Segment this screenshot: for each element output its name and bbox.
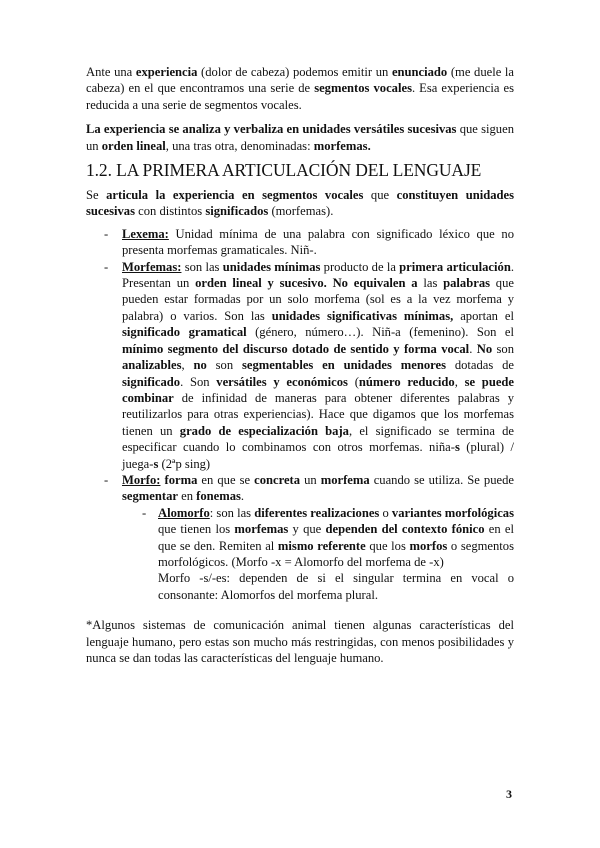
bold-text: s [454,440,460,455]
term-label: Morfo: [122,472,161,487]
bold-text: diferentes realizaciones [254,505,380,520]
bold-text: primera articulación [399,259,511,274]
text: . [469,341,477,356]
bold-text: mismo referente [277,538,366,553]
bold-text: significado [122,374,181,389]
text: , [181,358,194,373]
bold-text: variantes morfológicas [391,505,514,520]
bold-text: grado de especialización baja [179,423,349,438]
bold-text: morfemas [234,522,289,537]
text: . Presentan un [122,259,514,291]
bold-text: experiencia [135,65,198,79]
text: , una tras otra, denominadas: [165,138,314,153]
document-page [86,64,514,666]
bold-text: constituyen unidades sucesivas [86,188,515,219]
text: en el que se den. Remiten al [158,522,514,553]
text: (morfemas). [268,204,334,219]
bold-text: orden lineal [101,138,166,153]
list-item-morfo [86,472,514,603]
text: que pueden estar formadas por un solo morfema (sol es a la vez morfema y palabra) o varios. Son las [122,276,514,323]
bold-text: morfema [320,472,370,487]
text: las [417,276,444,291]
bold-text: segmentables en unidades menores [241,358,446,373]
text: son [492,341,514,356]
text: Se [86,188,107,203]
text: dotadas de [445,358,515,373]
text: , el significado se termina de especificar cuando lo combinamos con otros morfemas. niña- [122,423,515,455]
text: . Esa experiencia es reducida a una serie de segmentos vocales. [86,81,514,112]
bold-text: unidades significativas mínimas, [271,308,454,323]
text: que siguen un [86,122,514,153]
text: o [379,505,392,520]
bold-text: palabras [443,276,491,291]
term-label: Lexema: [122,226,169,241]
text: son [206,358,242,373]
text: (plural) / juega- [122,440,514,471]
bold-text: s [153,456,159,471]
bold-text: morfos [409,538,448,553]
bold-text: concreta [254,472,301,487]
term-label: Alomorfo [158,505,210,520]
sub-list [122,505,514,603]
text: , [454,374,465,389]
page-number: 3 [506,787,512,801]
text: (me duele la cabeza) en el que encontramos una serie de [86,65,514,96]
bold-text: significados [205,204,269,219]
intro-paragraph-2 [86,121,514,154]
bold-text: mínimo segmento del discurso dotado de sentido y forma vocal [122,341,470,356]
text: aportan el [453,308,514,323]
text: con distintos [134,204,206,219]
bold-text: articula la experiencia en segmentos vocales [106,188,364,203]
bold-text: analizables [122,358,182,373]
list-item-alomorfo [122,505,514,603]
text: en que se [197,472,255,487]
text: producto de la [320,259,400,274]
bold-text: No equivalen a [332,276,418,291]
section-heading: 1.2. LA PRIMERA ARTICULACIÓN DEL LENGUAJE [86,160,482,181]
text: Unidad mínima de una palabra con significado léxico que no presenta morfemas gramaticales. Niñ-. [122,226,514,258]
bold-text: forma [164,472,198,487]
intro-paragraph-1 [86,64,514,113]
list-item-morfemas [86,259,514,472]
text: que tienen los [158,522,235,537]
bold-text: La experiencia se analiza y verbaliza en unidades versátiles sucesivas [86,122,457,137]
definitions-list [86,226,514,603]
bold-text: enunciado [391,65,448,79]
bold-text: orden lineal y sucesivo. [195,276,327,291]
text: que [363,188,397,203]
text: que los [365,538,410,553]
bold-text: número reducido [358,374,455,389]
text: Ante una [86,65,136,79]
bold-text: no [193,358,207,373]
bold-text: dependen del contexto fónico [325,522,485,537]
text: y que [288,522,326,537]
term-label: Morfemas: [122,259,182,274]
text: (2ªp sing) [158,456,211,471]
text: ( [347,374,359,389]
text: o segmentos morfológicos. (Morfo -x = Alomorfo del morfema de -x) [158,538,515,569]
text: (género, número…). Niñ-a (femenino). Son el [246,325,515,340]
bold-text: significado gramatical [122,325,247,340]
bold-text: se puede combinar [122,374,515,405]
text: cuando se utiliza. Se puede [369,472,515,487]
bold-text: morfemas. [313,138,371,153]
text: . [240,489,245,504]
text: en [177,489,197,504]
text: (dolor de cabeza) podemos emitir un [197,65,392,79]
footnote-paragraph: *Algunos sistemas de comunicación animal tienen algunas características del lenguaje humano, pero estas son mucho más restringidas, con menos posibilidades y nunca se dan todas las características del lenguaje humano. [86,618,514,665]
bold-text: segmentar [122,489,178,504]
text: son las [181,259,223,274]
bold-text: segmentos vocales [314,81,412,96]
list-item-lexema [86,226,514,259]
bold-text: versátiles y económicos [216,374,348,389]
bold-text: unidades mínimas [222,259,321,274]
text: : son las [209,505,255,520]
text: un [300,472,321,487]
alomorfo-example: Morfo -s/-es: dependen de si el singular termina en vocal o consonante: Alomorfos del morfema plural. [158,571,514,602]
bold-text: fonemas [196,489,241,504]
text: . Son [180,374,217,389]
bold-text: No [476,341,493,356]
text: de infinidad de maneras para obtener diferentes palabras y reutilizarlos para otras experiencias). Hace que digamos que los morfemas tienen un [122,390,514,438]
section-lead-paragraph [86,187,514,220]
